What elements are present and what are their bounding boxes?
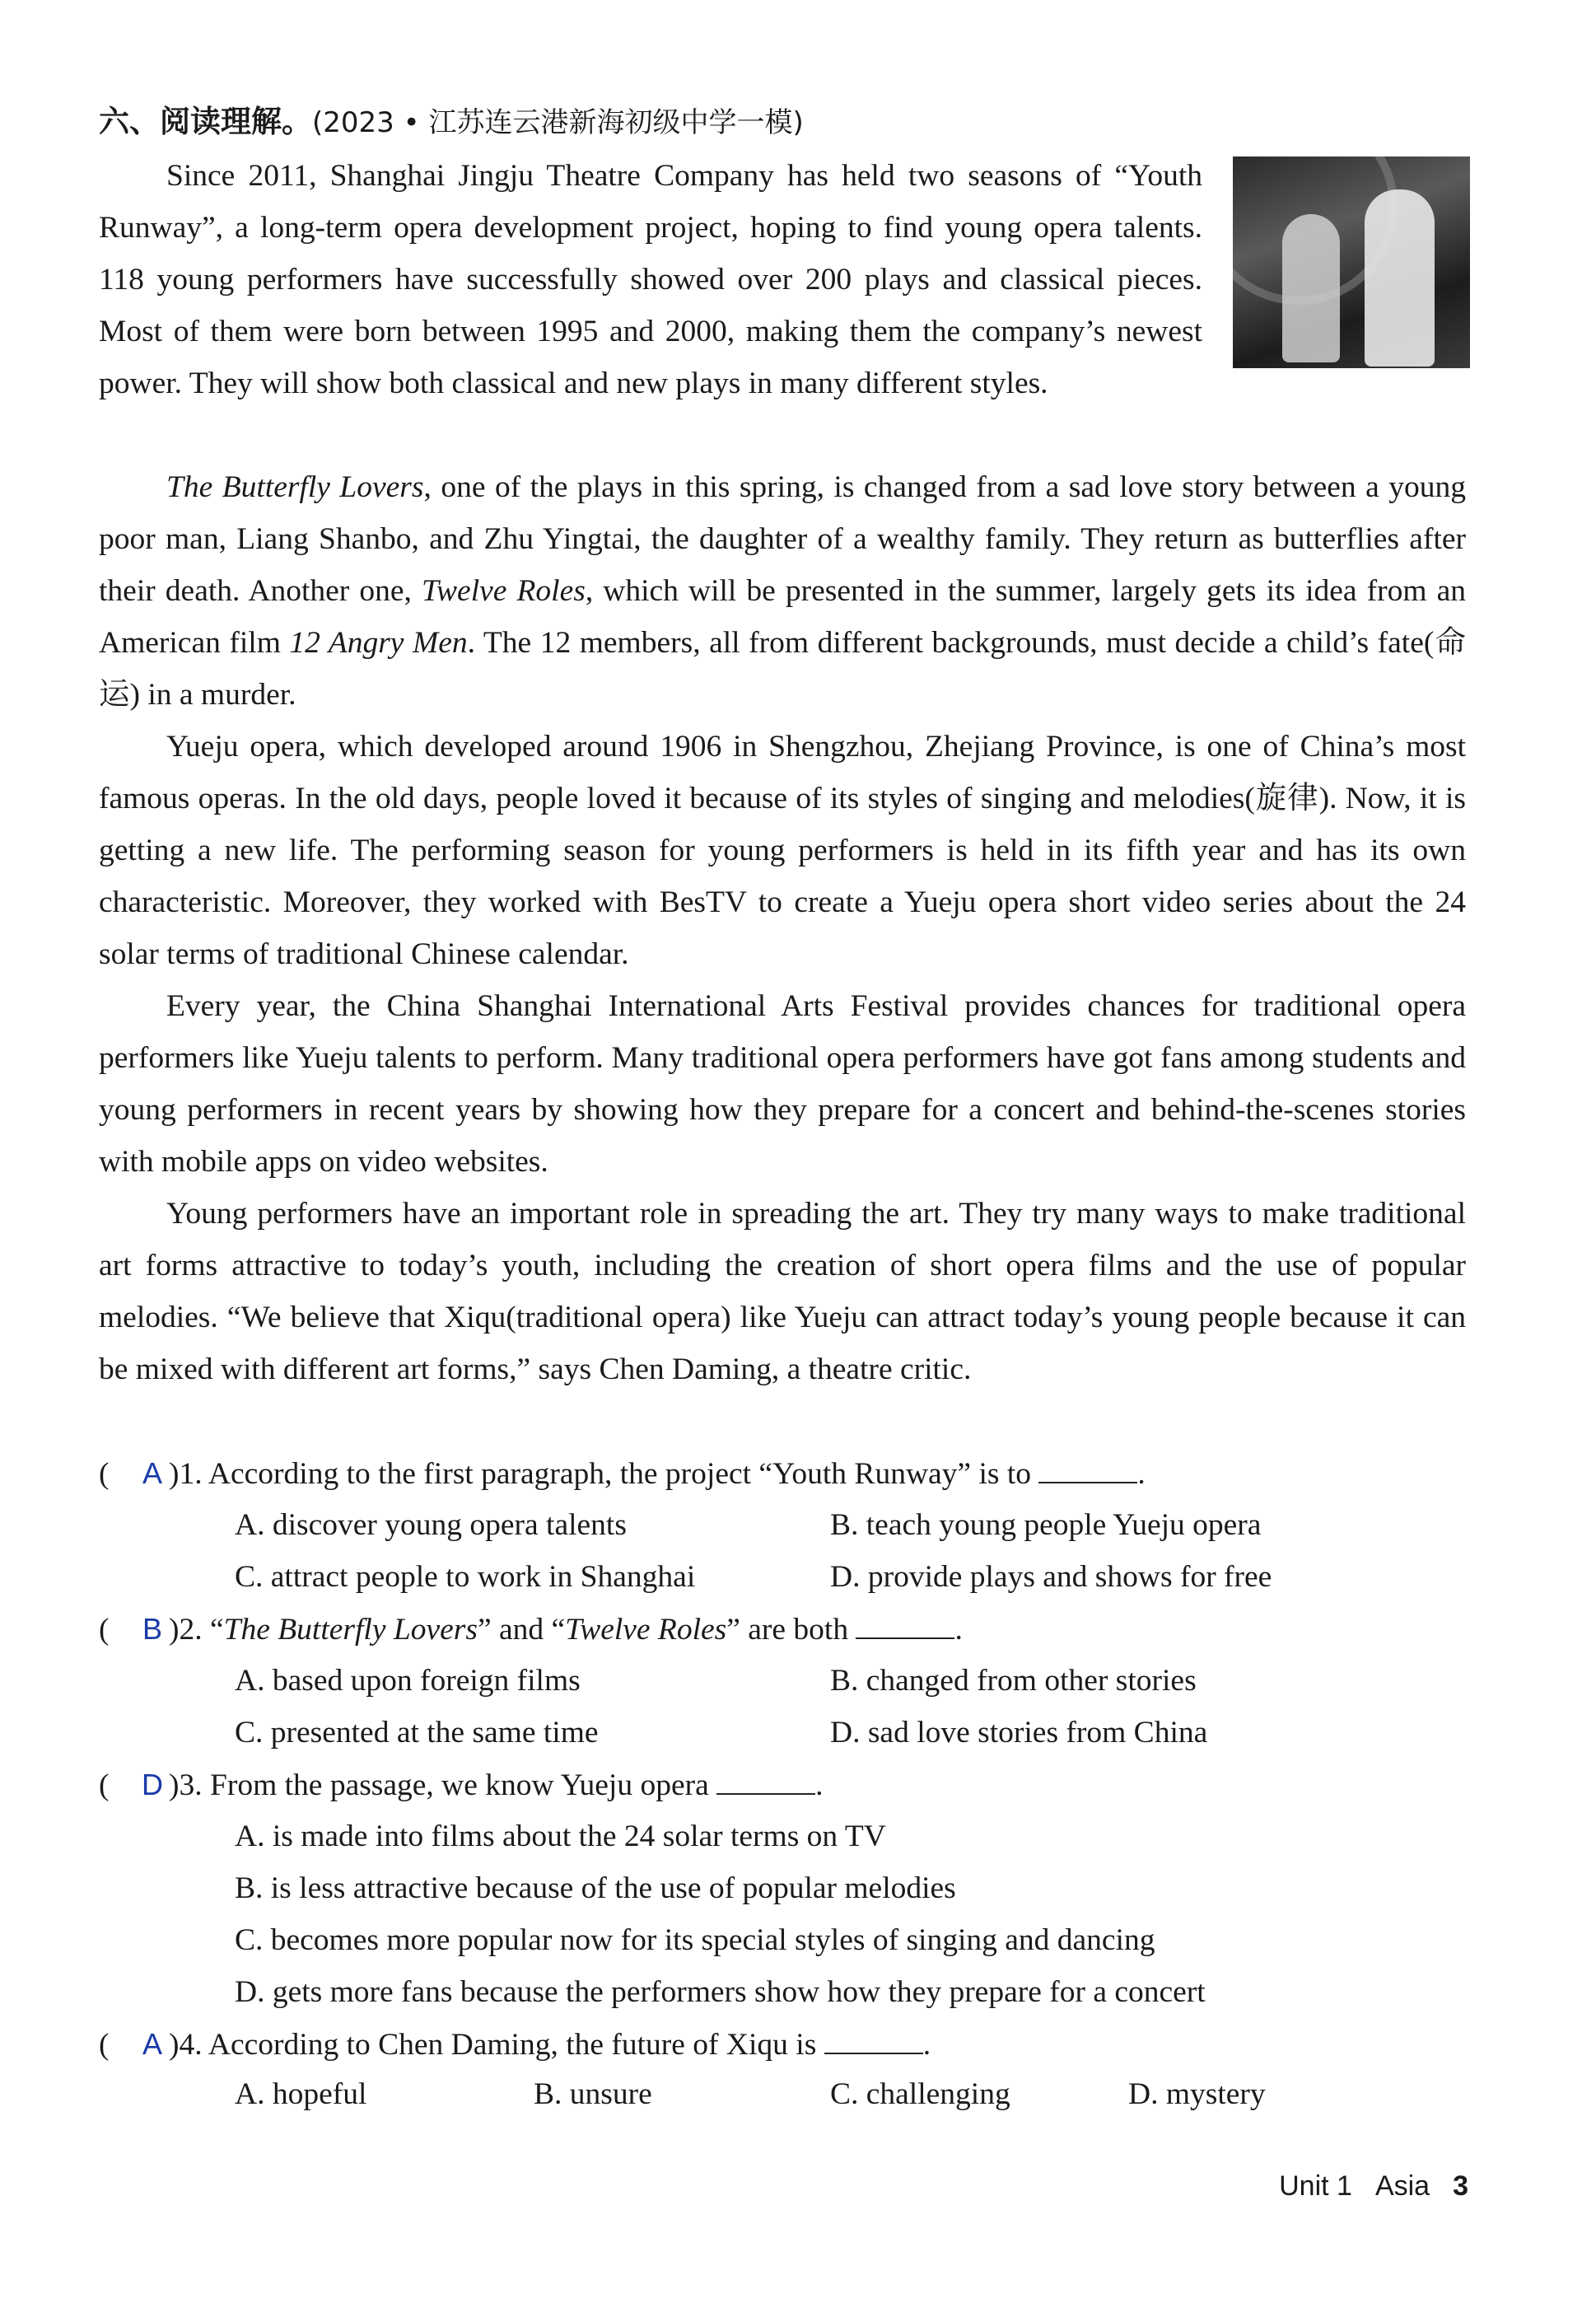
question-4: ( A )4. According to Chen Daming, the future of Xiqu is . — [99, 2018, 1499, 2071]
play-title-twelve-roles: Twelve Roles — [421, 574, 586, 608]
page-number: 3 — [1453, 2170, 1468, 2202]
option-c: C. attract people to work in Shanghai — [235, 1560, 696, 1594]
question-stem: )3. From the passage, we know Yueju opera — [169, 1768, 709, 1802]
answer-mark: A — [142, 2027, 162, 2061]
option-d: D. provide plays and shows for free — [830, 1560, 1272, 1594]
option-a: A. is made into films about the 24 solar terms on TV — [235, 1819, 886, 1853]
answer-mark: D — [142, 1768, 163, 1801]
option-a: A. based upon foreign films — [235, 1664, 581, 1698]
page-footer — [1279, 2170, 1468, 2203]
section-heading: 六、阅读理解。 — [99, 104, 312, 139]
option-d: D. gets more fans because the performers show how they prepare for a concert — [235, 1975, 1206, 2009]
answer-mark: B — [142, 1612, 162, 1646]
play-title-butterfly-lovers: The Butterfly Lovers — [166, 470, 424, 504]
option-d: D. mystery — [1128, 2077, 1266, 2111]
question-stem: )1. According to the first paragraph, the project “Youth Runway” is to — [169, 1457, 1031, 1491]
option-c: C. challenging — [830, 2077, 1010, 2111]
answer-blank — [716, 1768, 815, 1795]
answer-blank — [824, 2028, 923, 2054]
answer-blank — [1038, 1457, 1137, 1483]
question-2: ( B )2. “The Butterfly Lovers” and “Twelve Roles” are both . — [99, 1603, 1499, 1656]
answer-mark: A — [142, 1456, 162, 1490]
opera-photo — [1233, 156, 1470, 368]
section-header — [99, 97, 1499, 147]
option-b: B. changed from other stories — [830, 1664, 1197, 1698]
play-title: The Butterfly Lovers — [223, 1613, 478, 1647]
option-d: D. sad love stories from China — [830, 1716, 1208, 1749]
option-b: B. is less attractive because of the use of popular melodies — [235, 1871, 956, 1905]
passage-paragraph-5: Young performers have an important role in spreading the art. They try many ways to make traditional art forms attractive to today’s youth, including the creation of short opera films and the use of popular melodies. “We believe that Xiqu(traditional opera) like Yueju can attract today’s young people because it can be mixed with different art forms,” says Chen Daming, a theatre critic. — [99, 1197, 1466, 1386]
option-b: B. unsure — [534, 2077, 652, 2111]
footer-title: Asia — [1374, 2170, 1430, 2202]
question-3: ( D )3. From the passage, we know Yueju opera . — [99, 1759, 1499, 1811]
option-c: C. becomes more popular now for its special styles of singing and dancing — [235, 1923, 1155, 1957]
question-stem: )4. According to Chen Daming, the future of Xiqu is — [169, 2028, 817, 2062]
option-a: A. hopeful — [235, 2077, 367, 2111]
passage-paragraph-4: Every year, the China Shanghai International Arts Festival provides chances for traditional opera performers like Yueju talents to perform. Many traditional opera performers have got fans among students and young performers in recent years by showing how they prepare for a concert and behind-the-scenes stories with mobile apps on video websites. — [99, 989, 1466, 1179]
footer-unit: Unit 1 — [1279, 2170, 1352, 2202]
passage-paragraph-1: Since 2011, Shanghai Jingju Theatre Company has held two seasons of “Youth Runway”, a long-term opera development project, hoping to find young opera talents. 118 young performers have successfully showed over 200 plays and classical pieces. Most of them were born between 1995 and 2000, making them the company’s newest power. They will show both classical and new plays in many different styles. — [99, 159, 1202, 400]
option-c: C. presented at the same time — [235, 1716, 599, 1749]
film-title: 12 Angry Men — [289, 626, 468, 660]
passage-paragraph-2: The Butterfly Lovers, one of the plays in this spring, is changed from a sad love story between a young poor man, Liang Shanbo, and Zhu Yingtai, the daughter of a wealthy family. They return as butterflies after their death. Another one, Twelve Roles, which will be presented in the summer, largely gets its idea from an American film 12 Angry Men. The 12 members, all from different backgrounds, must decide a child’s fate(命运) in a murder. — [99, 470, 1467, 712]
question-1: ( A )1. According to the first paragraph, the project “Youth Runway” is to . — [99, 1447, 1499, 1500]
passage-paragraph-3: Yueju opera, which developed around 1906 in Shengzhou, Zhejiang Province, is one of China’s most famous operas. In the old days, people loved it because of its styles of singing and melodies(旋律). Now, it is getting a new life. The performing season for young performers is held in its fifth year and has its own characteristic. Moreover, they worked with BesTV to create a Yueju opera short video series about the 24 solar terms of traditional Chinese calendar. — [99, 730, 1466, 971]
section-source: (2023 • 江苏连云港新海初级中学一模) — [312, 106, 804, 139]
answer-blank — [856, 1613, 954, 1639]
play-title: Twelve Roles — [565, 1613, 727, 1647]
option-a: A. discover young opera talents — [235, 1508, 627, 1542]
option-b: B. teach young people Yueju opera — [830, 1508, 1262, 1542]
